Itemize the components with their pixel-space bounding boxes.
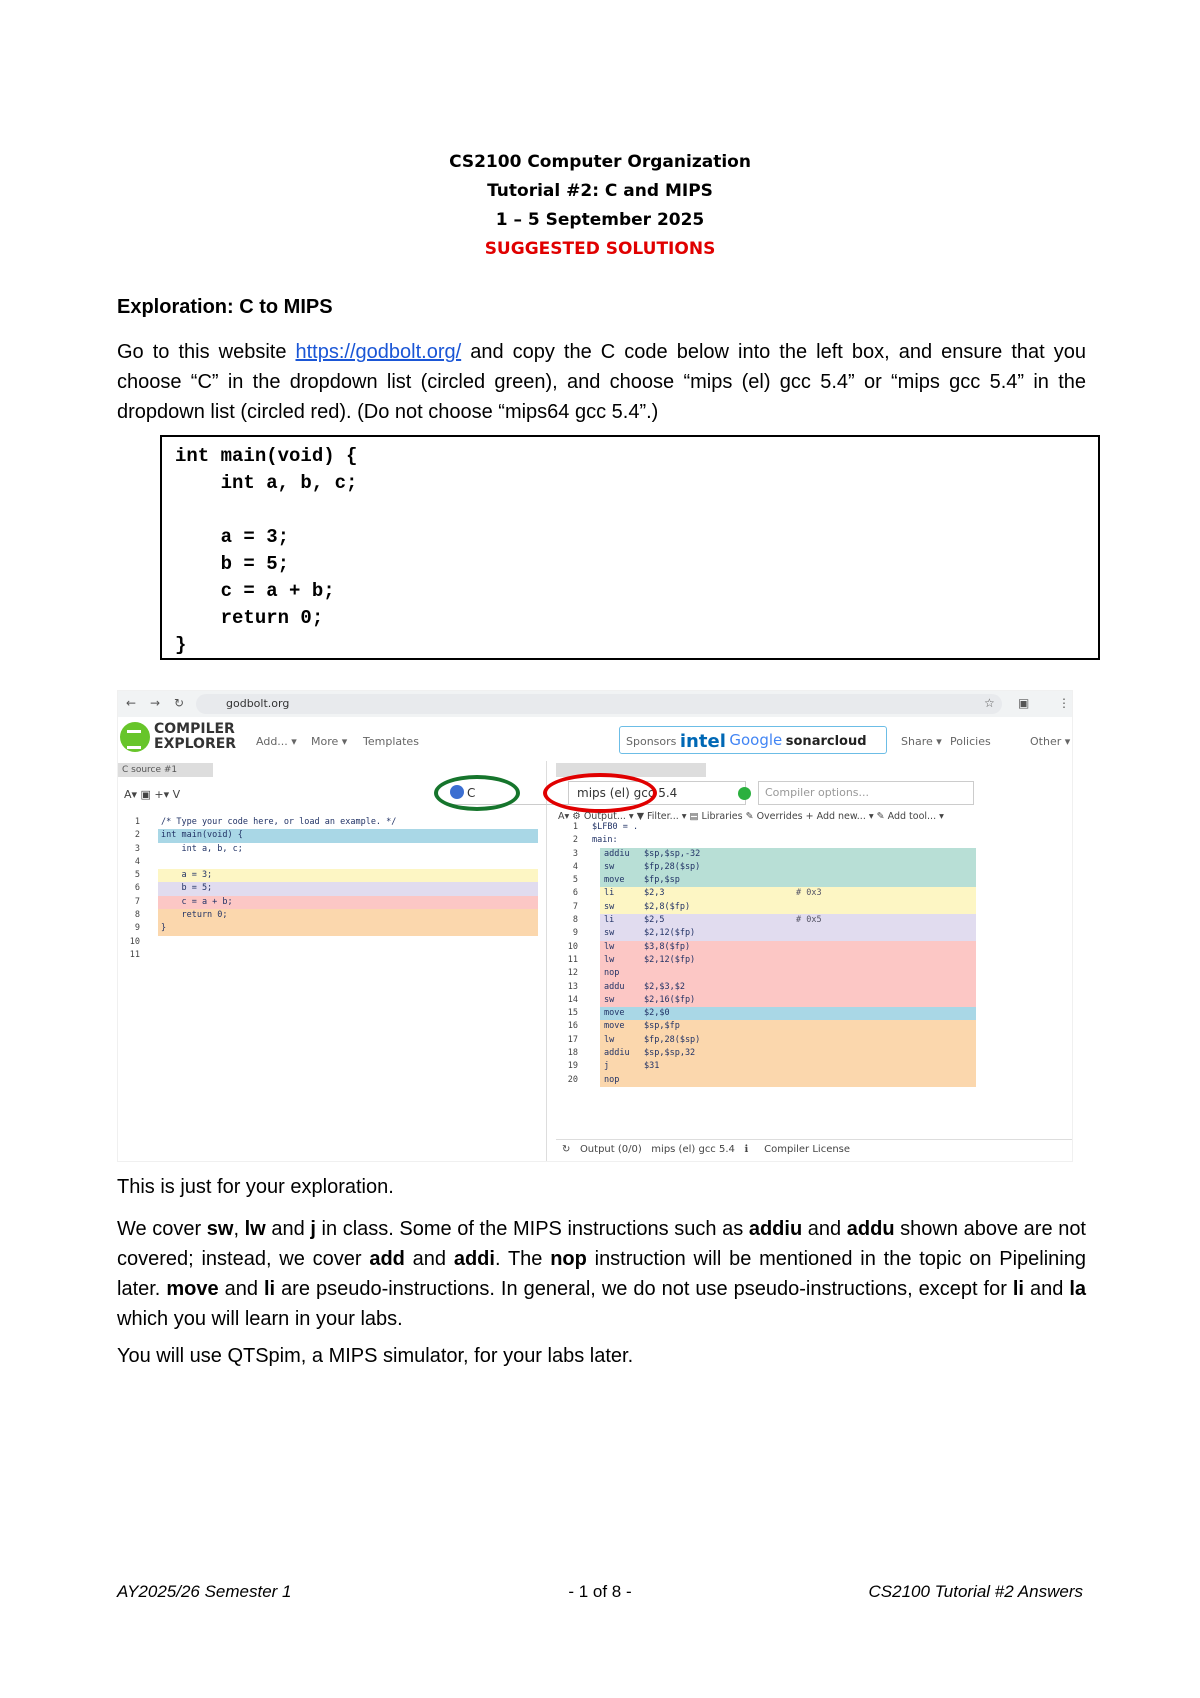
source-code-text: int main(void) { xyxy=(158,829,538,842)
line-number: 1 xyxy=(572,822,578,832)
asm-operands: $fp,$sp xyxy=(644,875,680,886)
line-number: 2 xyxy=(572,835,578,846)
asm-operands: $3,8($fp) xyxy=(644,941,691,952)
paragraph-text: and xyxy=(404,1248,454,1270)
source-line[interactable] xyxy=(118,869,538,882)
instruction-name: li xyxy=(1012,1278,1024,1300)
line-number: 18 xyxy=(567,1048,578,1059)
instruction-name: nop xyxy=(550,1248,587,1270)
line-number: 4 xyxy=(572,861,578,872)
asm-mnemonic: sw xyxy=(604,928,615,939)
logo-line-2: EXPLORER xyxy=(154,736,237,752)
line-number: 2 xyxy=(134,830,140,841)
exploration-heading: Exploration: C to MIPS xyxy=(117,296,333,318)
source-editor[interactable] xyxy=(118,816,538,1136)
line-number: 5 xyxy=(572,875,578,886)
tutorial-title: Tutorial #2: C and MIPS xyxy=(487,181,713,201)
bookmark-star-icon[interactable]: ☆ xyxy=(984,696,995,710)
asm-mnemonic: lw xyxy=(604,954,615,965)
code-line: int a, b, c; xyxy=(175,472,358,494)
asm-mnemonic: move xyxy=(604,1021,625,1032)
asm-line xyxy=(556,861,966,874)
source-code-text: a = 3; xyxy=(158,869,538,882)
paragraph-text: and xyxy=(802,1218,847,1240)
instruction-name: addiu xyxy=(748,1218,803,1240)
asm-operands: $2,5 xyxy=(644,915,665,926)
source-line[interactable] xyxy=(118,922,538,935)
line-number: 13 xyxy=(567,981,578,992)
share-menu[interactable]: Share ▾ xyxy=(901,735,942,748)
line-number: 15 xyxy=(567,1008,578,1019)
reload-icon[interactable]: ↻ xyxy=(174,696,185,710)
line-number: 4 xyxy=(134,856,140,867)
instruction-name: la xyxy=(1069,1278,1087,1300)
asm-mnemonic: move xyxy=(604,875,625,886)
line-number: 10 xyxy=(567,941,578,952)
line-number: 3 xyxy=(572,848,578,859)
asm-mnemonic: sw xyxy=(604,994,615,1005)
asm-operands: $fp,28($sp) xyxy=(644,861,701,872)
source-line[interactable] xyxy=(118,882,538,895)
instruction-name: sw xyxy=(206,1218,234,1240)
asm-mnemonic: lw xyxy=(604,1034,615,1045)
pane-divider[interactable] xyxy=(546,761,547,1161)
compiler-status-bar xyxy=(556,1139,1073,1159)
asm-comment: # 0x3 xyxy=(796,888,822,899)
back-icon[interactable]: ← xyxy=(126,696,137,710)
line-number: 11 xyxy=(129,949,140,960)
info-icon[interactable]: ℹ xyxy=(744,1144,749,1155)
asm-operands: $fp,28($sp) xyxy=(644,1034,701,1045)
code-line: b = 5; xyxy=(175,553,290,575)
extension-icon[interactable]: ▣ xyxy=(1018,696,1030,710)
asm-line xyxy=(556,1020,966,1033)
source-code-text xyxy=(158,936,538,949)
red-circle-annotation xyxy=(543,773,657,813)
paragraph-text: which you will learn in your labs. xyxy=(117,1308,403,1330)
asm-operands: $2,16($fp) xyxy=(644,994,696,1005)
source-line[interactable] xyxy=(118,896,538,909)
asm-line xyxy=(556,954,966,967)
asm-mnemonic: move xyxy=(604,1008,625,1019)
templates-menu[interactable]: Templates xyxy=(363,735,419,748)
compiler-license-link[interactable]: Compiler License xyxy=(764,1144,851,1155)
asm-line xyxy=(556,994,966,1007)
paragraph-instructions-covered xyxy=(117,1214,1086,1334)
paragraph-text: and xyxy=(265,1218,311,1240)
source-line[interactable] xyxy=(118,909,538,922)
google-logo: Google xyxy=(729,731,783,749)
asm-line xyxy=(556,914,966,927)
asm-line xyxy=(556,1034,966,1047)
compiler-explorer-screenshot xyxy=(117,690,1073,1162)
source-tab[interactable]: C source #1 xyxy=(118,763,213,777)
sponsors-label: Sponsors xyxy=(626,735,677,748)
line-number: 11 xyxy=(567,954,578,965)
tutorial-dates: 1 – 5 September 2025 xyxy=(495,210,705,230)
asm-mnemonic: li xyxy=(604,915,615,926)
assembly-output xyxy=(556,821,966,1127)
compiler-options-input[interactable]: Compiler options... xyxy=(758,781,974,805)
source-line[interactable] xyxy=(118,829,538,842)
asm-line xyxy=(556,874,966,887)
paragraph-text: . The xyxy=(494,1248,551,1270)
code-line xyxy=(175,497,1088,524)
compiler-dropdown[interactable]: mips (el) gcc 5.4 xyxy=(568,781,746,805)
asm-mnemonic: lw xyxy=(604,941,615,952)
godbolt-link[interactable]: https://godbolt.org/ xyxy=(295,341,462,363)
asm-mnemonic: li xyxy=(604,888,615,899)
intro-text-after-link: and copy the C code below into the left box, and ensure that you choose “C” in the dropdown list (circled green), and choose “mips (el) gcc 5.4” or “mips gcc 5.4” in the dropdown list (circled red). (Do not choose “mips64 gcc 5.4”.) xyxy=(117,341,1086,423)
compile-ok-icon xyxy=(738,787,751,800)
asm-operands: $sp,$sp,-32 xyxy=(644,848,701,859)
source-code-text: } xyxy=(158,922,538,935)
asm-line xyxy=(556,821,966,834)
instruction-name: li xyxy=(263,1278,276,1300)
instruction-name: add xyxy=(369,1248,405,1270)
asm-line xyxy=(556,887,966,900)
code-line: } xyxy=(175,634,187,656)
asm-highlight xyxy=(600,967,976,980)
url-bar[interactable]: godbolt.org xyxy=(196,694,1002,714)
asm-mnemonic: sw xyxy=(604,861,615,872)
source-code-text: /* Type your code here, or load an example. */ xyxy=(158,816,538,829)
line-number: 9 xyxy=(572,928,578,939)
asm-label: $LFB0 = . xyxy=(592,822,639,832)
c-code-box xyxy=(160,435,1100,660)
footer-semester: AY2025/26 Semester 1 xyxy=(117,1582,292,1601)
line-number: 17 xyxy=(567,1034,578,1045)
asm-line xyxy=(556,1007,966,1020)
instruction-name: move xyxy=(166,1278,219,1300)
asm-mnemonic: addu xyxy=(604,981,625,992)
source-code-text xyxy=(158,949,538,962)
browser-menu-icon[interactable]: ⋮ xyxy=(1058,696,1070,710)
add-menu[interactable]: Add... ▾ xyxy=(256,735,297,748)
asm-line xyxy=(556,848,966,861)
source-line[interactable] xyxy=(118,936,538,949)
asm-operands: $2,12($fp) xyxy=(644,954,696,965)
forward-icon[interactable]: → xyxy=(150,696,161,710)
asm-operands: $sp,$fp xyxy=(644,1021,680,1032)
asm-line xyxy=(556,834,966,847)
instruction-name: lw xyxy=(244,1218,266,1240)
paragraph-text: and xyxy=(218,1278,264,1300)
paragraph-text: and xyxy=(1023,1278,1070,1300)
asm-operands: $2,12($fp) xyxy=(644,928,696,939)
line-number: 8 xyxy=(572,915,578,926)
line-number: 14 xyxy=(567,994,578,1005)
asm-line xyxy=(556,967,966,980)
instruction-name: j xyxy=(310,1218,316,1240)
paragraph-text: We cover xyxy=(117,1218,207,1240)
asm-operands: $2,8($fp) xyxy=(644,901,691,912)
logo-line-1: COMPILER xyxy=(154,721,235,737)
line-number: 19 xyxy=(567,1061,578,1072)
footer-page-number: - 1 of 8 - xyxy=(568,1582,632,1601)
exploration-intro xyxy=(117,337,1086,427)
editor-toolbar[interactable]: A▾ ▣ +▾ V xyxy=(124,788,181,801)
asm-line xyxy=(556,1060,966,1073)
instruction-name: addu xyxy=(846,1218,895,1240)
asm-highlight xyxy=(600,1074,976,1087)
paragraph-text: are pseudo-instructions. In general, we do not use pseudo-instructions, except for xyxy=(275,1278,1013,1300)
line-number: 12 xyxy=(567,968,578,979)
line-number: 10 xyxy=(129,936,140,947)
compiler-explorer-logo[interactable] xyxy=(120,720,242,756)
source-line[interactable] xyxy=(118,843,538,856)
asm-mnemonic: sw xyxy=(604,901,615,912)
footer-doc-title: CS2100 Tutorial #2 Answers xyxy=(868,1582,1083,1601)
other-menu[interactable]: Other ▾ xyxy=(1030,735,1071,748)
paragraph-exploration-note: This is just for your exploration. xyxy=(117,1176,394,1198)
line-number: 1 xyxy=(134,817,140,827)
asm-mnemonic: nop xyxy=(604,1074,620,1085)
sonarcloud-logo: sonarcloud xyxy=(785,734,867,749)
asm-line xyxy=(556,941,966,954)
sponsor-banner[interactable] xyxy=(619,726,887,754)
asm-line xyxy=(556,901,966,914)
line-number: 16 xyxy=(567,1021,578,1032)
asm-comment: # 0x5 xyxy=(796,915,822,926)
asm-mnemonic: j xyxy=(604,1061,610,1072)
source-code-text: c = a + b; xyxy=(158,896,538,909)
code-line: int main(void) { xyxy=(175,445,358,467)
asm-mnemonic: addiu xyxy=(604,1048,630,1059)
document-header xyxy=(0,148,1200,264)
browser-bar xyxy=(118,691,1073,717)
intro-text-before-link: Go to this website xyxy=(117,341,296,363)
asm-operands: $2,$0 xyxy=(644,1008,670,1019)
line-number: 7 xyxy=(134,896,140,907)
asm-operands: $2,3 xyxy=(644,888,665,899)
line-number: 9 xyxy=(134,923,140,934)
asm-operands: $31 xyxy=(644,1061,660,1072)
output-count[interactable]: Output (0/0) xyxy=(579,1144,642,1155)
course-title: CS2100 Computer Organization xyxy=(449,152,751,172)
asm-mnemonic: nop xyxy=(604,968,620,979)
source-code-text xyxy=(158,856,538,869)
code-line: c = a + b; xyxy=(175,580,335,602)
instruction-name: addi xyxy=(453,1248,495,1270)
line-number: 5 xyxy=(134,870,140,881)
policies-menu[interactable]: Policies xyxy=(950,735,991,748)
paragraph-text: shown above are not covered; instead, we cover xyxy=(117,1218,1086,1270)
paragraph-qtspim: You will use QTSpim, a MIPS simulator, for your labs later. xyxy=(117,1345,634,1367)
asm-line xyxy=(556,981,966,994)
more-menu[interactable]: More ▾ xyxy=(311,735,348,748)
line-number: 20 xyxy=(567,1074,578,1085)
paragraph-text: instruction will be mentioned in the topic on Pipelining later. xyxy=(117,1248,1086,1300)
code-line: a = 3; xyxy=(175,526,290,548)
source-code-text: int a, b, c; xyxy=(158,843,538,856)
logo-icon xyxy=(120,722,150,752)
source-code-text: b = 5; xyxy=(158,882,538,895)
green-circle-annotation xyxy=(434,775,520,811)
asm-line xyxy=(556,927,966,940)
asm-mnemonic: addiu xyxy=(604,848,630,859)
asm-line xyxy=(556,1074,966,1087)
paragraph-text: in class. Some of the MIPS instructions such as xyxy=(315,1218,749,1240)
language-value: C xyxy=(467,786,476,800)
asm-line xyxy=(556,1047,966,1060)
source-line[interactable] xyxy=(118,856,538,869)
line-number: 6 xyxy=(134,883,140,894)
output-toolbar[interactable]: A▾ ⚙ Output... ▾ ▼ Filter... ▾ ▤ Libraries ✎ Overrides + Add new... ▾ ✎ Add tool... ▾ xyxy=(558,811,944,822)
line-number: 7 xyxy=(572,901,578,912)
suggested-solutions-label: SUGGESTED SOLUTIONS xyxy=(484,239,716,259)
code-line: return 0; xyxy=(175,607,324,629)
source-line[interactable] xyxy=(118,949,538,962)
status-compiler: mips (el) gcc 5.4 xyxy=(651,1144,735,1155)
source-code-text: return 0; xyxy=(158,909,538,922)
asm-operands: $2,$3,$2 xyxy=(644,981,685,992)
source-line[interactable] xyxy=(118,816,538,829)
asm-operands: $sp,$sp,32 xyxy=(644,1048,696,1059)
intel-logo: intel xyxy=(679,731,726,752)
line-number: 8 xyxy=(134,910,140,921)
line-number: 3 xyxy=(134,843,140,854)
line-number: 6 xyxy=(572,888,578,899)
asm-label: main: xyxy=(592,835,618,846)
paragraph-text: , xyxy=(233,1218,245,1240)
refresh-icon[interactable]: ↻ xyxy=(562,1144,571,1155)
